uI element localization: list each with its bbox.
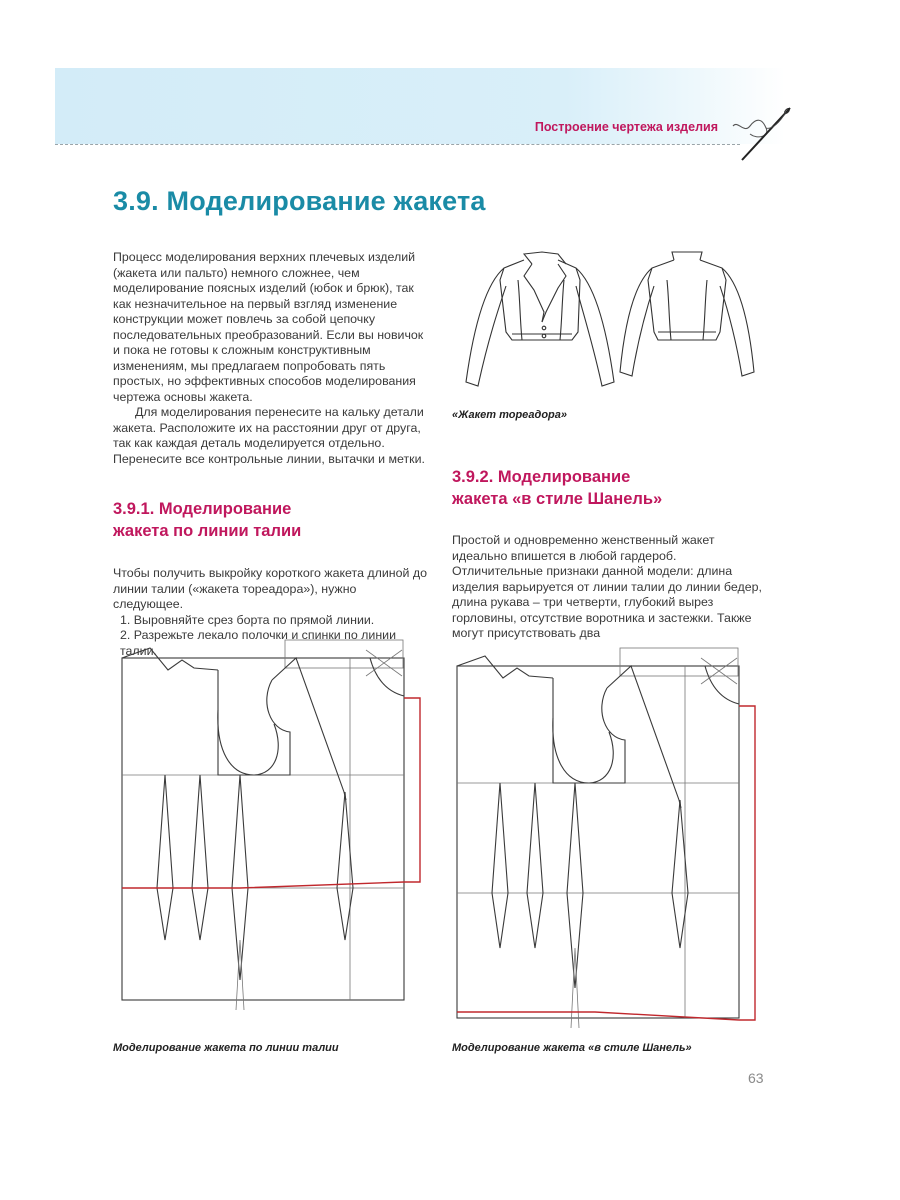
section-2-heading-line-2: жакета «в стиле Шанель»	[452, 490, 663, 508]
draft-frame	[122, 658, 404, 1000]
toreador-caption: «Жакет тореадора»	[452, 409, 568, 421]
new-front-edge	[404, 698, 420, 882]
dart-1	[157, 775, 173, 940]
page-number: 63	[748, 1070, 764, 1086]
front-shoulder	[272, 658, 346, 800]
armhole-curve	[553, 718, 613, 783]
section-1-heading	[113, 498, 301, 542]
section-title: Построение чертежа изделия	[534, 120, 718, 134]
dart-4	[337, 792, 353, 940]
back-neck-shoulder	[457, 656, 553, 678]
intro-paragraph-1: Процесс моделирования верхних плечевых изделий (жакета или пальто) немного сложнее, чем моделирование поясных изделий (юбок и брюк), так как незначительное на первый взгляд изменение конструкции может повлечь за собой цепочку последовательных преобразований. Если вы новичок и пока не готовы к сложным конструктивным изменениям, мы предлагаем попробовать пять простых, но эффективных способов моделирования чертежа основы жакета.	[113, 250, 424, 404]
jacket-back-sketch	[620, 252, 754, 376]
section-2-text: Простой и одновременно женственный жакет идеально впишется в любой гардероб. Отличительные признаки данной модели: длина изделия варьируется от линии талии до линии бедер, длина рукава – три четверти, глубокий вырез горловины, отсутствие воротника и застежки. Также могут присутствовать два	[452, 533, 762, 640]
step-2: 2. Разрежьте лекало полочки и спинки по линии талии.	[120, 628, 397, 658]
section-1-heading-line-2: жакета по линии талии	[113, 522, 302, 540]
figure-1-caption: Моделирование жакета по линии талии	[113, 1042, 339, 1054]
dart-1	[492, 783, 508, 948]
draft-frame	[457, 666, 739, 1018]
section-2-heading	[452, 466, 662, 510]
page-title: 3.9. Моделирование жакета	[113, 186, 486, 216]
new-waist-line	[122, 882, 404, 888]
section-1-heading-line-1: 3.9.1. Моделирование	[113, 500, 292, 518]
jacket-front-sketch	[466, 252, 614, 386]
intro-paragraph-2: Для моделирования перенесите на кальку детали жакета. Расположите их на расстоянии друг от друга, так как каждая деталь моделируется отдельно. Перенесите все контрольные линии, вытачки и метки.	[113, 405, 425, 466]
needle-thread-icon	[728, 100, 798, 165]
figure-2-caption: Моделирование жакета «в стиле Шанель»	[452, 1042, 692, 1054]
front-neck	[370, 658, 404, 696]
step-1: 1. Выровняйте срез борта по прямой линии.	[120, 612, 375, 627]
dart-2	[192, 775, 208, 940]
section-2-heading-line-1: 3.9.2. Моделирование	[452, 468, 631, 486]
dart-2	[527, 783, 543, 948]
dart-3	[232, 775, 248, 980]
header-divider	[55, 144, 740, 145]
armhole	[218, 670, 290, 775]
armhole	[553, 678, 625, 783]
dart-3	[567, 783, 583, 988]
new-front-edge	[739, 706, 755, 1020]
new-hem-line	[457, 1012, 739, 1020]
front-neck	[705, 666, 739, 704]
dart-4	[672, 800, 688, 948]
front-shoulder	[607, 666, 681, 808]
pattern-draft-chanel	[455, 648, 760, 1038]
armhole-curve	[218, 710, 278, 775]
toreador-jacket-illustration	[462, 250, 762, 398]
pattern-draft-waistline	[120, 640, 425, 1030]
back-neck-shoulder	[122, 648, 218, 670]
section-1-body: Чтобы получить выкройку короткого жакета длиной до линии талии («жакета тореадора»), нужно следующее.	[113, 566, 428, 611]
intro-text	[113, 250, 433, 467]
